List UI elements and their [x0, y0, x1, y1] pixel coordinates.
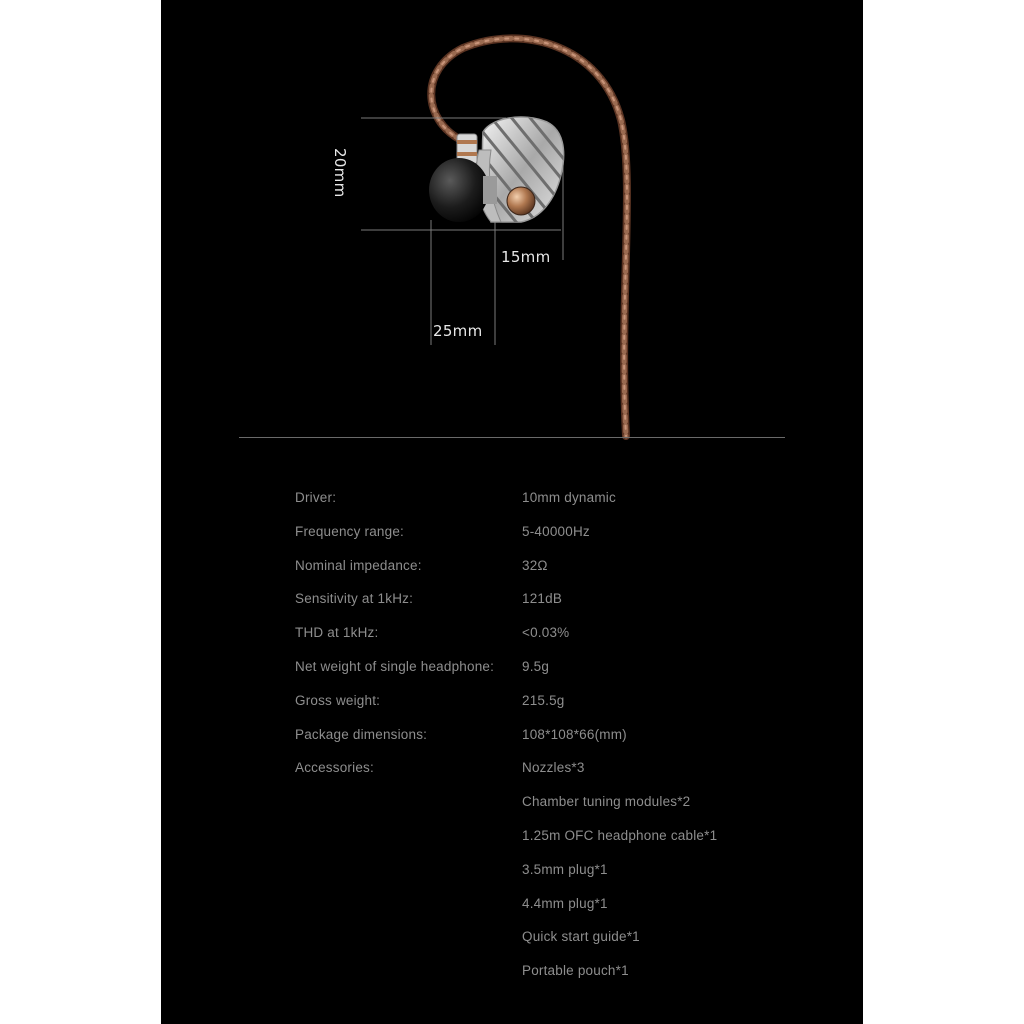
spec-row: [295, 760, 815, 794]
spec-row: [295, 794, 815, 828]
spec-table: [295, 490, 815, 997]
spec-row: [295, 625, 815, 659]
spec-row: [295, 524, 815, 558]
earphone-illustration: [161, 0, 863, 440]
spec-row: [295, 862, 815, 896]
spec-row: [295, 490, 815, 524]
spec-row: [295, 828, 815, 862]
tuning-module: [507, 187, 535, 215]
spec-value: 3.5mm plug*1: [522, 861, 608, 877]
spec-value: 32Ω: [522, 557, 548, 573]
spec-value: 215.5g: [522, 692, 565, 708]
spec-row: [295, 929, 815, 963]
spec-value: 9.5g: [522, 658, 550, 674]
spec-value: Portable pouch*1: [522, 963, 629, 979]
spec-row: [295, 963, 815, 997]
spec-value: 1.25m OFC headphone cable*1: [522, 827, 718, 843]
cable: [431, 38, 627, 436]
spec-label: Nominal impedance:: [295, 557, 422, 573]
spec-row: [295, 727, 815, 761]
spec-value: 5-40000Hz: [522, 523, 590, 539]
spec-label: Accessories:: [295, 760, 374, 776]
height-dimension-label: 20mm: [331, 148, 349, 198]
spec-value: 4.4mm plug*1: [522, 895, 608, 911]
spec-row: [295, 558, 815, 592]
spec-row: [295, 659, 815, 693]
spec-value: Quick start guide*1: [522, 929, 640, 945]
section-divider: [239, 437, 785, 438]
spec-value: <0.03%: [522, 625, 570, 641]
spec-label: THD at 1kHz:: [295, 625, 379, 641]
spec-value: 108*108*66(mm): [522, 726, 627, 742]
spec-label: Driver:: [295, 490, 337, 505]
spec-label: Gross weight:: [295, 692, 381, 708]
spec-value: 10mm dynamic: [522, 490, 616, 505]
spec-label: Package dimensions:: [295, 726, 428, 742]
spec-row: [295, 896, 815, 930]
width-dimension-label: 25mm: [433, 322, 483, 340]
product-poster: [161, 0, 863, 1024]
spec-value: Nozzles*3: [522, 760, 585, 776]
spec-row: [295, 693, 815, 727]
spec-label: Frequency range:: [295, 523, 405, 539]
spec-value: Chamber tuning modules*2: [522, 794, 691, 810]
depth-dimension-label: 15mm: [501, 248, 551, 266]
spec-label: Sensitivity at 1kHz:: [295, 591, 414, 607]
spec-value: 121dB: [522, 591, 563, 607]
spec-row: [295, 591, 815, 625]
spec-label: Net weight of single headphone:: [295, 658, 495, 674]
ear-tip: [429, 158, 489, 222]
